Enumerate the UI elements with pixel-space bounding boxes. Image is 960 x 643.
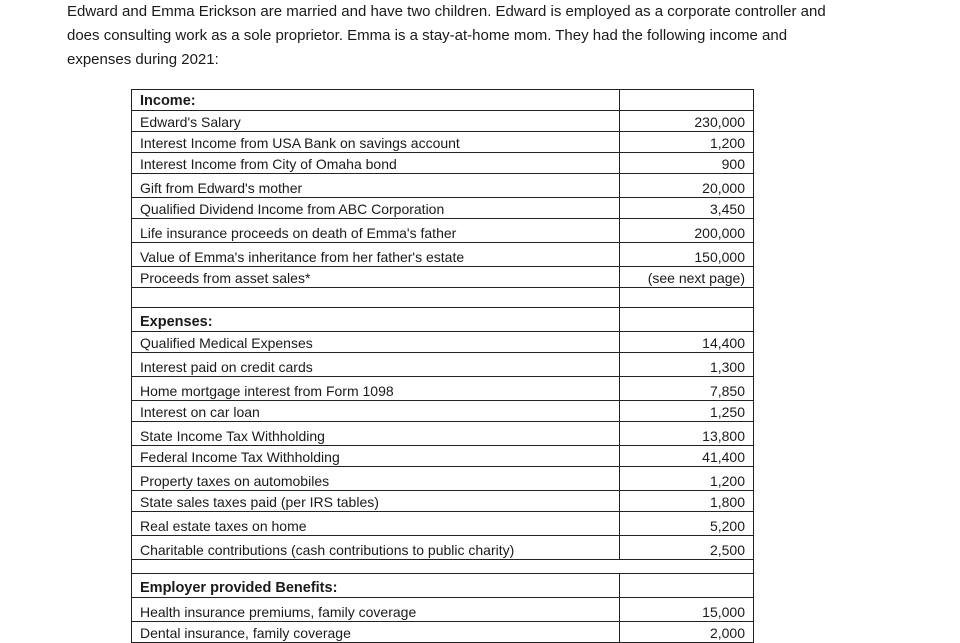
expense-value: 41,400 bbox=[620, 446, 754, 467]
income-value: 200,000 bbox=[620, 219, 754, 243]
benefits-heading-value bbox=[620, 574, 754, 598]
spacer-cell bbox=[620, 560, 754, 574]
spacer-cell bbox=[132, 560, 620, 574]
benefit-value: 2,000 bbox=[620, 622, 754, 643]
expense-label: Property taxes on automobiles bbox=[132, 467, 620, 491]
expense-label: Qualified Medical Expenses bbox=[132, 332, 620, 353]
expense-value: 1,800 bbox=[620, 491, 754, 512]
benefit-label: Dental insurance, family coverage bbox=[132, 622, 620, 643]
expense-value: 7,850 bbox=[620, 377, 754, 401]
table-row bbox=[132, 174, 754, 198]
income-label: Edward's Salary bbox=[132, 111, 620, 132]
table-row bbox=[132, 491, 754, 512]
income-value: 230,000 bbox=[620, 111, 754, 132]
table-row bbox=[132, 132, 754, 153]
expense-label: Federal Income Tax Withholding bbox=[132, 446, 620, 467]
table-row bbox=[132, 267, 754, 288]
expense-label: Charitable contributions (cash contributions to public charity) bbox=[132, 536, 620, 560]
expense-value: 1,200 bbox=[620, 467, 754, 491]
table-row bbox=[132, 353, 754, 377]
table-row bbox=[132, 512, 754, 536]
expenses-heading-value bbox=[620, 308, 754, 332]
benefit-value: 15,000 bbox=[620, 598, 754, 622]
expense-label: Home mortgage interest from Form 1098 bbox=[132, 377, 620, 401]
income-value: 20,000 bbox=[620, 174, 754, 198]
income-label: Gift from Edward's mother bbox=[132, 174, 620, 198]
expense-value: 1,250 bbox=[620, 401, 754, 422]
income-label: Qualified Dividend Income from ABC Corporation bbox=[132, 198, 620, 219]
income-label: Interest Income from USA Bank on savings account bbox=[132, 132, 620, 153]
blank-cell bbox=[132, 288, 620, 308]
expense-label: State sales taxes paid (per IRS tables) bbox=[132, 491, 620, 512]
blank-cell bbox=[620, 288, 754, 308]
expenses-heading: Expenses: bbox=[132, 308, 620, 332]
spacer-row bbox=[132, 560, 754, 574]
expense-value: 5,200 bbox=[620, 512, 754, 536]
expense-value: 1,300 bbox=[620, 353, 754, 377]
table-row bbox=[132, 598, 754, 622]
table-row bbox=[132, 219, 754, 243]
table-row bbox=[132, 536, 754, 560]
table-row bbox=[132, 153, 754, 174]
income-heading-value bbox=[620, 90, 754, 111]
table-row bbox=[132, 332, 754, 353]
expense-label: Interest paid on credit cards bbox=[132, 353, 620, 377]
table-row bbox=[132, 111, 754, 132]
table-row bbox=[132, 422, 754, 446]
expense-label: State Income Tax Withholding bbox=[132, 422, 620, 446]
expense-value: 2,500 bbox=[620, 536, 754, 560]
income-heading-row bbox=[132, 90, 754, 111]
expenses-heading-row bbox=[132, 308, 754, 332]
income-label: Interest Income from City of Omaha bond bbox=[132, 153, 620, 174]
benefits-heading: Employer provided Benefits: bbox=[132, 574, 620, 598]
income-expense-table bbox=[131, 89, 754, 643]
table-row bbox=[132, 401, 754, 422]
income-value: 900 bbox=[620, 153, 754, 174]
intro-line-2: does consulting work as a sole proprietor. Emma is a stay-at-home mom. They had the following income and bbox=[67, 27, 788, 44]
table-row bbox=[132, 377, 754, 401]
income-label: Proceeds from asset sales* bbox=[132, 267, 620, 288]
income-label: Value of Emma's inheritance from her father's estate bbox=[132, 243, 620, 267]
table-row bbox=[132, 446, 754, 467]
table-row bbox=[132, 198, 754, 219]
expense-value: 13,800 bbox=[620, 422, 754, 446]
income-value: (see next page) bbox=[620, 267, 754, 288]
table-row bbox=[132, 243, 754, 267]
intro-paragraph bbox=[67, 0, 887, 72]
table-row bbox=[132, 622, 754, 643]
blank-row bbox=[132, 288, 754, 308]
intro-line-3: expenses during 2021: bbox=[67, 51, 219, 68]
expense-label: Real estate taxes on home bbox=[132, 512, 620, 536]
income-value: 1,200 bbox=[620, 132, 754, 153]
expense-value: 14,400 bbox=[620, 332, 754, 353]
benefit-label: Health insurance premiums, family coverage bbox=[132, 598, 620, 622]
income-heading: Income: bbox=[132, 90, 620, 111]
intro-line-1: Edward and Emma Erickson are married and have two children. Edward is employed as a corporate controller and bbox=[67, 3, 826, 20]
income-label: Life insurance proceeds on death of Emma's father bbox=[132, 219, 620, 243]
income-value: 3,450 bbox=[620, 198, 754, 219]
benefits-heading-row bbox=[132, 574, 754, 598]
expense-label: Interest on car loan bbox=[132, 401, 620, 422]
income-value: 150,000 bbox=[620, 243, 754, 267]
table-row bbox=[132, 467, 754, 491]
